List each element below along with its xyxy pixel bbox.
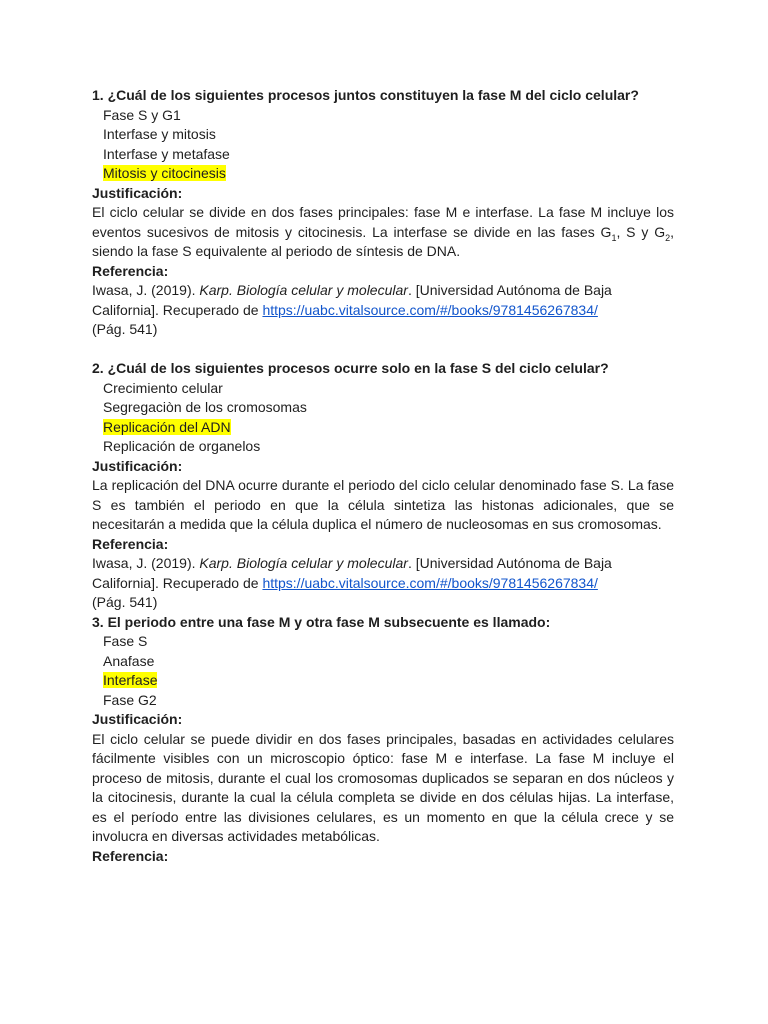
answer-option: Fase G2 [103,691,157,708]
spacer [92,340,674,360]
highlighted-answer: Interfase [103,672,158,688]
reference-label: Referencia: [92,847,169,864]
reference-label: Referencia: [92,535,169,552]
question-title: 1. ¿Cuál de los siguientes procesos juntos constituyen la fase M del ciclo celular? [92,87,639,103]
highlighted-answer: Replicación del ADN [103,418,231,435]
reference-page: (Pág. 541) [92,594,158,610]
answer-option: Fase S y G1 [103,106,181,123]
justification-label: Justificación: [92,184,183,201]
question-2 [92,359,674,613]
reference-label: Referencia: [92,262,169,279]
justification-label: Justificación: [92,457,183,474]
highlighted-answer: Mitosis y citocinesis [103,165,226,181]
answer-option: Interfase y mitosis [103,126,216,142]
reference-text: Iwasa, J. (2019). Karp. Biología celular y molecular. [Universidad Autónoma de Baja California]. Recuperado de https://uabc.vitalsource.com/#/books/9781456267834/ [92,555,612,591]
answer-option: Replicación de organelos [103,438,261,454]
answer-option-correct [92,418,674,438]
question-title: 3. El periodo entre una fase M y otra fase M subsecuente es llamado: [92,613,551,630]
question-title: 2. ¿Cuál de los siguientes procesos ocurre solo en la fase S del ciclo celular? [92,360,609,376]
justification-text: El ciclo celular se puede dividir en dos fases principales, basadas en actividades celulares fácilmente visibles con un microscopio óptico: fase M e interfase. La fase M incluye el proceso de mitosis, durante el cual los cromosomas duplicados se separan en dos núcleos y la citocinesis, durante la cual la célula completa se divide en dos células hijas. La interfase, es el período entre las divisiones celulares, es un momento en que la célula crece y se involucra en diversas actividades metabólicas. [92,730,674,844]
justification-label: Justificación: [92,711,183,727]
document-content [92,86,674,866]
answer-option: Fase S [103,633,148,649]
question-3 [92,613,674,867]
answer-option: Interfase y metafase [103,145,230,162]
reference-text: Iwasa, J. (2019). Karp. Biología celular y molecular. [Universidad Autónoma de Baja California]. Recuperado de https://uabc.vitalsource.com/#/books/9781456267834/ [92,282,612,318]
justification-text: La replicación del DNA ocurre durante el periodo del ciclo celular denominado fase S. La fase S es también el periodo en que la célula sintetiza las histonas adicionales, que se necesitarán a medida que la célula duplica el número de nucleosomas en sus cromosomas. [92,477,674,532]
answer-option: Anafase [103,652,155,669]
reference-link[interactable]: https://uabc.vitalsource.com/#/books/9781456267834/ [262,301,598,318]
answer-option-correct [92,164,674,184]
question-1 [92,86,674,340]
answer-option: Segregaciòn de los cromosomas [103,399,307,415]
answer-option-correct [92,671,674,691]
justification-text: El ciclo celular se divide en dos fases principales: fase M e interfase. La fase M incluye los eventos sucesivos de mitosis y citocinesis. La interfase se divide en las fases $G_1$, S y $G_2$, siendo la fase S equivalente al periodo de síntesis de DNA. [92,204,674,259]
reference-link[interactable]: https://uabc.vitalsource.com/#/books/9781456267834/ [262,574,598,591]
answer-option: Crecimiento celular [103,379,223,396]
reference-page: (Pág. 541) [92,321,158,337]
